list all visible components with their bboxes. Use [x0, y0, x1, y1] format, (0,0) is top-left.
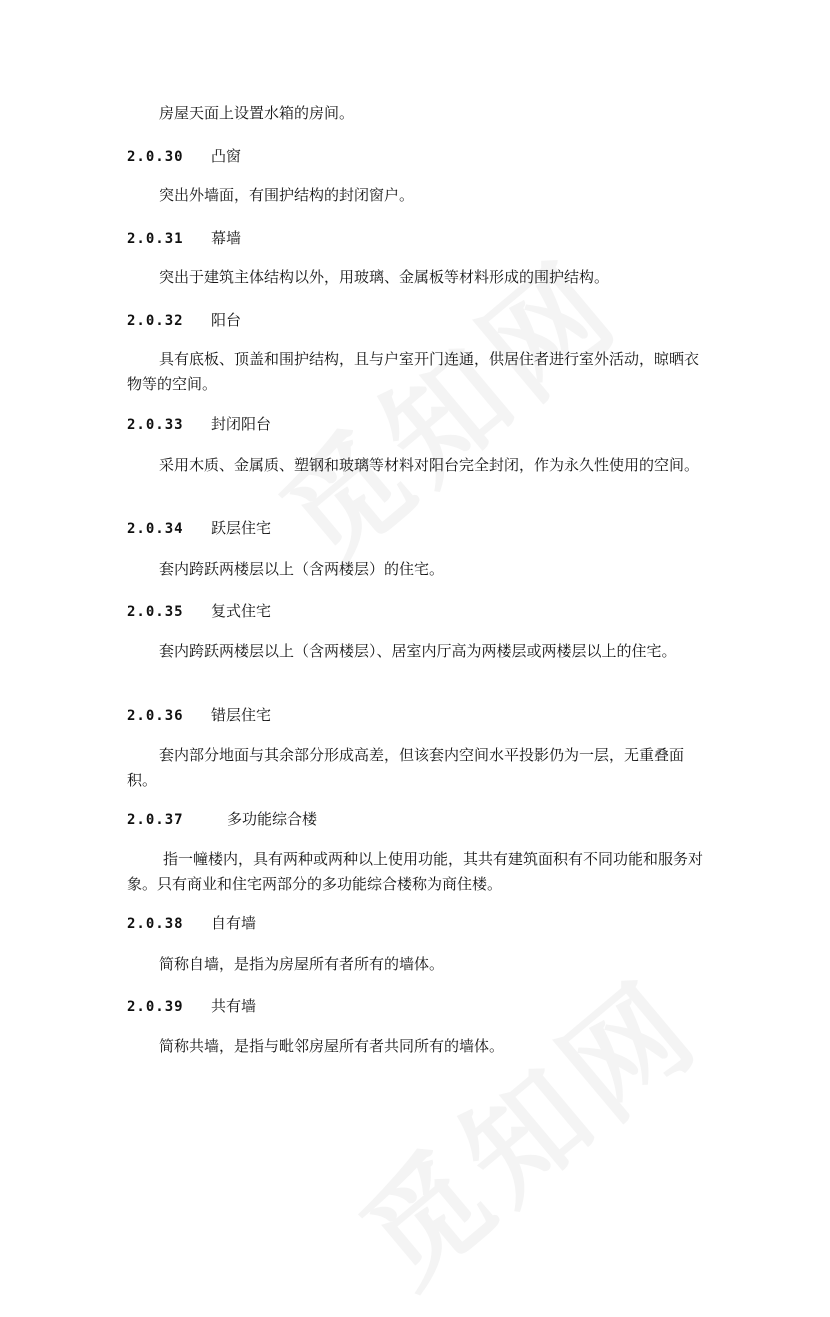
term-name: 多功能综合楼 [227, 810, 318, 828]
term-name: 跃层住宅 [211, 519, 272, 537]
term-number: 2.0.30 [127, 149, 184, 165]
term-name: 复式住宅 [211, 602, 272, 620]
term-number: 2.0.37 [127, 812, 184, 828]
term-number: 2.0.36 [127, 708, 184, 724]
watermark [320, 935, 729, 1317]
term-heading [127, 996, 256, 1017]
term-number: 2.0.32 [127, 313, 184, 329]
term-definition: 指一幢楼内，具有两种或两种以上使用功能，其共有建筑面积有不同功能和服务对象。只有商业和住宅两部分的多功能综合楼称为商住楼。 [127, 850, 704, 893]
term-name: 共有墙 [211, 997, 257, 1015]
term-number: 2.0.38 [127, 916, 184, 932]
term-name: 凸窗 [211, 147, 242, 165]
term-number: 2.0.31 [127, 231, 184, 247]
intro-paragraph: 房屋天面上设置水箱的房间。 [159, 104, 355, 122]
term-name: 封闭阳台 [211, 415, 272, 433]
term-definition: 简称自墙，是指为房屋所有者所有的墙体。 [159, 955, 445, 973]
term-definition: 采用木质、金属质、塑钢和玻璃等材料对阳台完全封闭，作为永久性使用的空间。 [159, 456, 700, 474]
term-definition: 套内部分地面与其余部分形成高差，但该套内空间水平投影仍为一层，无重叠面积。 [127, 746, 685, 789]
term-heading [127, 809, 317, 830]
term-heading [127, 146, 241, 167]
term-name: 幕墙 [211, 229, 242, 247]
term-heading [127, 601, 271, 622]
term-heading [127, 228, 241, 249]
term-number: 2.0.39 [127, 999, 184, 1015]
term-heading [127, 913, 256, 934]
term-definition: 突出于建筑主体结构以外，用玻璃、金属板等材料形成的围护结构。 [159, 268, 610, 286]
term-definition: 简称共墙，是指与毗邻房屋所有者共同所有的墙体。 [159, 1037, 505, 1055]
term-definition: 套内跨跃两楼层以上（含两楼层）的住宅。 [159, 560, 445, 578]
term-definition: 具有底板、顶盖和围护结构，且与户室开门连通，供居住者进行室外活动，晾晒衣物等的空间。 [127, 350, 700, 393]
term-name: 自有墙 [211, 914, 257, 932]
term-heading [127, 310, 241, 331]
term-definition: 突出外墙面，有围护结构的封闭窗户。 [159, 186, 415, 204]
term-number: 2.0.33 [127, 417, 184, 433]
term-name: 阳台 [211, 311, 242, 329]
term-name: 错层住宅 [211, 706, 272, 724]
term-heading [127, 414, 271, 435]
term-heading [127, 705, 271, 726]
term-heading [127, 518, 271, 539]
term-number: 2.0.35 [127, 604, 184, 620]
term-definition: 套内跨跃两楼层以上（含两楼层）、居室内厅高为两楼层或两楼层以上的住宅。 [159, 642, 677, 660]
term-number: 2.0.34 [127, 521, 184, 537]
